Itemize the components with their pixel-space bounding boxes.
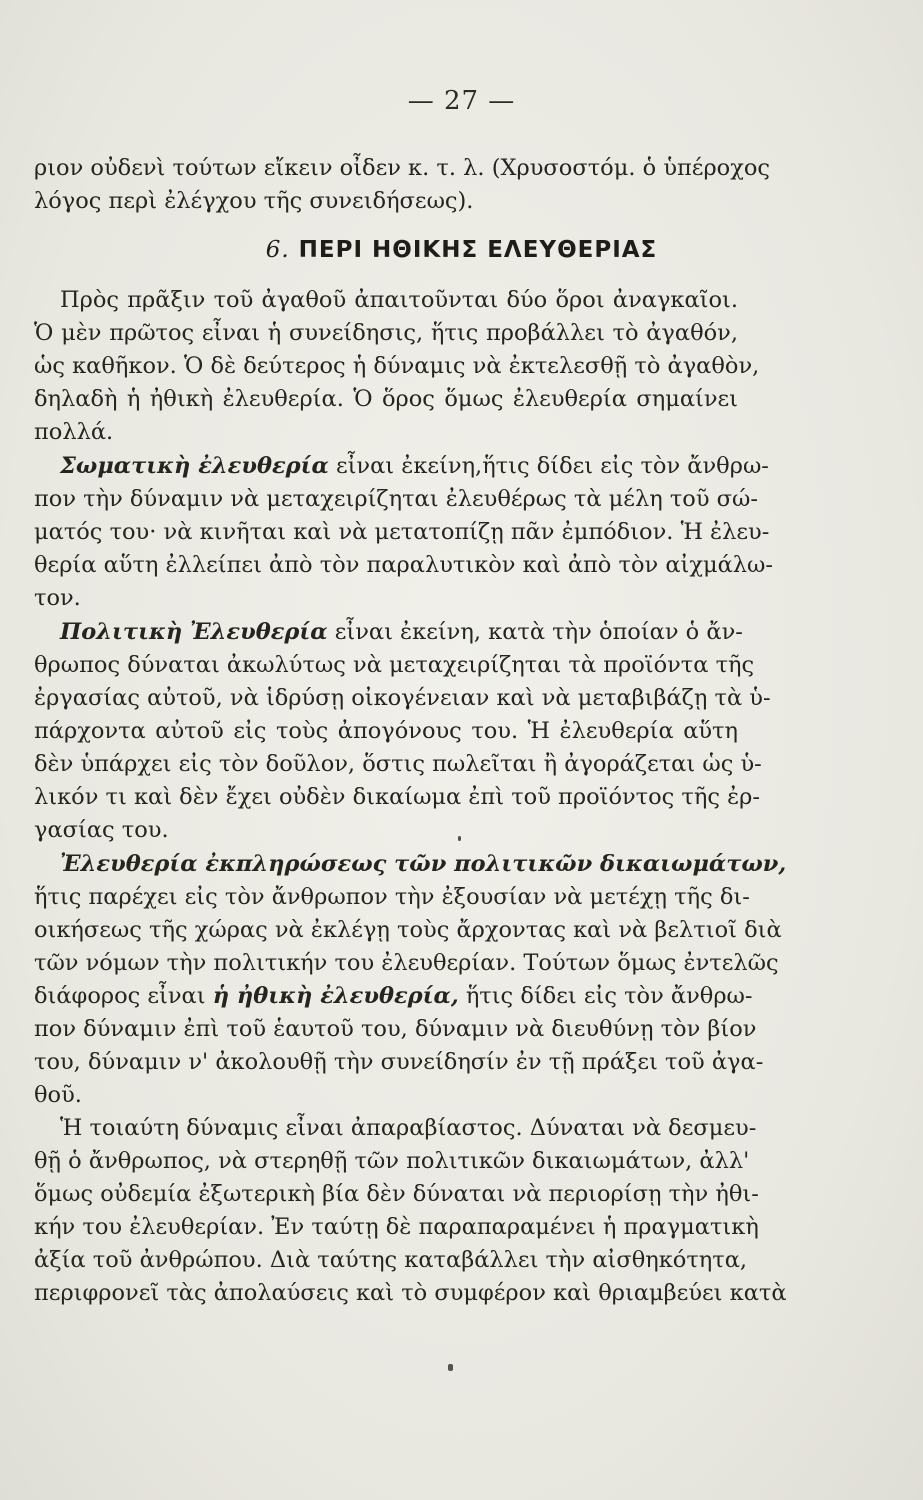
p1-line-4: δηλαδὴ ἡ ἠθικὴ ἐλευθερία. Ὁ ὅρος ὅμως ἐλευθερία σημαίνει xyxy=(34,386,738,412)
p1-line-2: Ὁ μὲν πρῶτος εἶναι ἡ συνείδησις, ἥτις προβάλλει τὸ ἀγαθόν, xyxy=(34,320,738,346)
p3-line-3: ἐργασίας αὐτοῦ, νὰ ἱδρύσῃ οἰκογένειαν καὶ νὰ μεταβιβάζῃ τὰ ὑ- xyxy=(34,685,771,711)
ink-speck xyxy=(448,1364,453,1371)
p5-line-3: ὅμως οὐδεμία ἐξωτερικὴ βία δὲν δύναται νὰ περιορίσῃ τὴν ἠθι- xyxy=(34,1181,759,1207)
p4-line-5-rest: ἥτις δίδει εἰς τὸν ἄνθρω- xyxy=(465,983,753,1009)
p4-line-6: πον δύναμιν ἐπὶ τοῦ ἑαυτοῦ του, δύναμιν νὰ διευθύνῃ τὸν βίον xyxy=(34,1016,757,1042)
p4-line-4: τῶν νόμων τὴν πολιτικήν του ἐλευθερίαν. Τούτων ὅμως ἐντελῶς xyxy=(34,950,779,976)
section-heading xyxy=(0,237,923,263)
p2-line-1-rest: εἶναι ἐκείνη,ἥτις δίδει εἰς τὸν ἄνθρω- xyxy=(335,453,769,479)
p4-line-3: οικήσεως τῆς χώρας νὰ ἐκλέγῃ τοὺς ἄρχοντας καὶ νὰ βελτιοῖ διὰ xyxy=(34,917,782,943)
term-somatiki-eleftheria: Σωματικὴ ἐλευθερία xyxy=(60,453,329,479)
section-title: ΠΕΡΙ ΗΘΙΚΗΣ ΕΛΕΥΘΕΡΙΑΣ xyxy=(298,237,658,263)
intro-line-2: λόγος περὶ ἐλέγχου τῆς συνειδήσεως). xyxy=(34,188,474,214)
p1-line-5: πολλά. xyxy=(34,419,114,445)
term-ithiki-eleftheria: ἡ ἠθικὴ ἐλευθερία, xyxy=(212,983,459,1009)
p2-line-2: πον τὴν δύναμιν νὰ μεταχειρίζηται ἐλευθέρως τὰ μέλη τοῦ σώ- xyxy=(34,486,758,512)
p2-line-4: θερία αὕτη ἐλλείπει ἀπὸ τὸν παραλυτικὸν καὶ ἀπὸ τὸν αἰχμάλω- xyxy=(34,552,774,578)
p4-line-5 xyxy=(34,978,753,1014)
p2-line-5: τον. xyxy=(34,585,81,611)
p3-line-2: θρωπος δύναται ἀκωλύτως νὰ μεταχειρίζηται τὰ προϊόντα τῆς xyxy=(34,652,755,678)
term-politiki-eleftheria: Πολιτικὴ Ἐλευθερία xyxy=(60,619,328,645)
p2-line-1 xyxy=(60,448,769,484)
p5-line-5: ἀξία τοῦ ἀνθρώπου. Διὰ ταύτης καταβάλλει τὴν αἰσθηκότητα, xyxy=(34,1247,748,1273)
p3-line-1 xyxy=(60,614,743,650)
p3-line-4: πάρχοντα αὐτοῦ εἰς τοὺς ἀπογόνους του. Ἡ ἐλευθερία αὕτη xyxy=(34,718,738,744)
p5-line-6: περιφρονεῖ τὰς ἀπολαύσεις καὶ τὸ συμφέρον καὶ θριαμβεύει κατὰ xyxy=(34,1280,787,1306)
p5-line-1: Ἡ τοιαύτη δύναμις εἶναι ἀπαραβίαστος. Δύναται νὰ δεσμευ- xyxy=(60,1115,757,1141)
p5-line-4: κήν του ἐλευθερίαν. Ἐν ταύτῃ δὲ παραπαραμένει ἡ πραγματικὴ xyxy=(34,1214,759,1240)
p4-line-7: του, δύναμιν ν' ἀκολουθῇ τὴν συνείδησίν ἐν τῇ πράξει τοῦ ἀγα- xyxy=(34,1049,764,1075)
p3-line-7: γασίας του. xyxy=(34,817,169,843)
p5-line-2: θῇ ὁ ἄνθρωπος, νὰ στερηθῇ τῶν πολιτικῶν δικαιωμάτων, ἀλλ' xyxy=(34,1148,750,1174)
ink-speck xyxy=(458,836,461,841)
p1-line-1: Πρὸς πρᾶξιν τοῦ ἀγαθοῦ ἀπαιτοῦνται δύο ὅροι ἀναγκαῖοι. xyxy=(60,287,738,313)
p2-line-3: ματός του· νὰ κινῆται καὶ νὰ μετατοπίζῃ πᾶν ἐμπόδιον. Ἡ ἐλευ- xyxy=(34,519,770,545)
p3-line-5: δὲν ὑπάρχει εἰς τὸν δοῦλον, ὅστις πωλεῖται ἢ ἀγοράζεται ὡς ὑ- xyxy=(34,751,762,777)
p3-line-1-rest: εἶναι ἐκείνη, κατὰ τὴν ὁποίαν ὁ ἄν- xyxy=(334,619,743,645)
term-eleftheria-politikon-dikaiomaton: Ἐλευθερία ἐκπληρώσεως τῶν πολιτικῶν δικαιωμάτων, xyxy=(60,851,787,877)
page-number: — 27 — xyxy=(407,86,516,116)
p4-line-5-start: διάφορος εἶναι xyxy=(34,983,206,1009)
p4-line-8: θοῦ. xyxy=(34,1082,82,1108)
p4-line-2: ἥτις παρέχει εἰς τὸν ἄνθρωπον τὴν ἐξουσίαν νὰ μετέχῃ τῆς δι- xyxy=(34,884,750,910)
p4-line-1 xyxy=(60,846,787,882)
p3-line-6: λικόν τι καὶ δὲν ἔχει οὐδὲν δικαίωμα ἐπὶ τοῦ προϊόντος τῆς ἐρ- xyxy=(34,784,760,810)
p1-line-3: ὡς καθῆκον. Ὁ δὲ δεύτερος ἡ δύναμις νὰ ἐκτελεσθῇ τὸ ἀγαθὸν, xyxy=(34,353,760,379)
intro-line-1: ριον οὐδενὶ τούτων εἴκειν οἶδεν κ. τ. λ. (Χρυσοστόμ. ὁ ὑπέροχος xyxy=(34,155,770,181)
section-number: 6. xyxy=(265,237,290,263)
